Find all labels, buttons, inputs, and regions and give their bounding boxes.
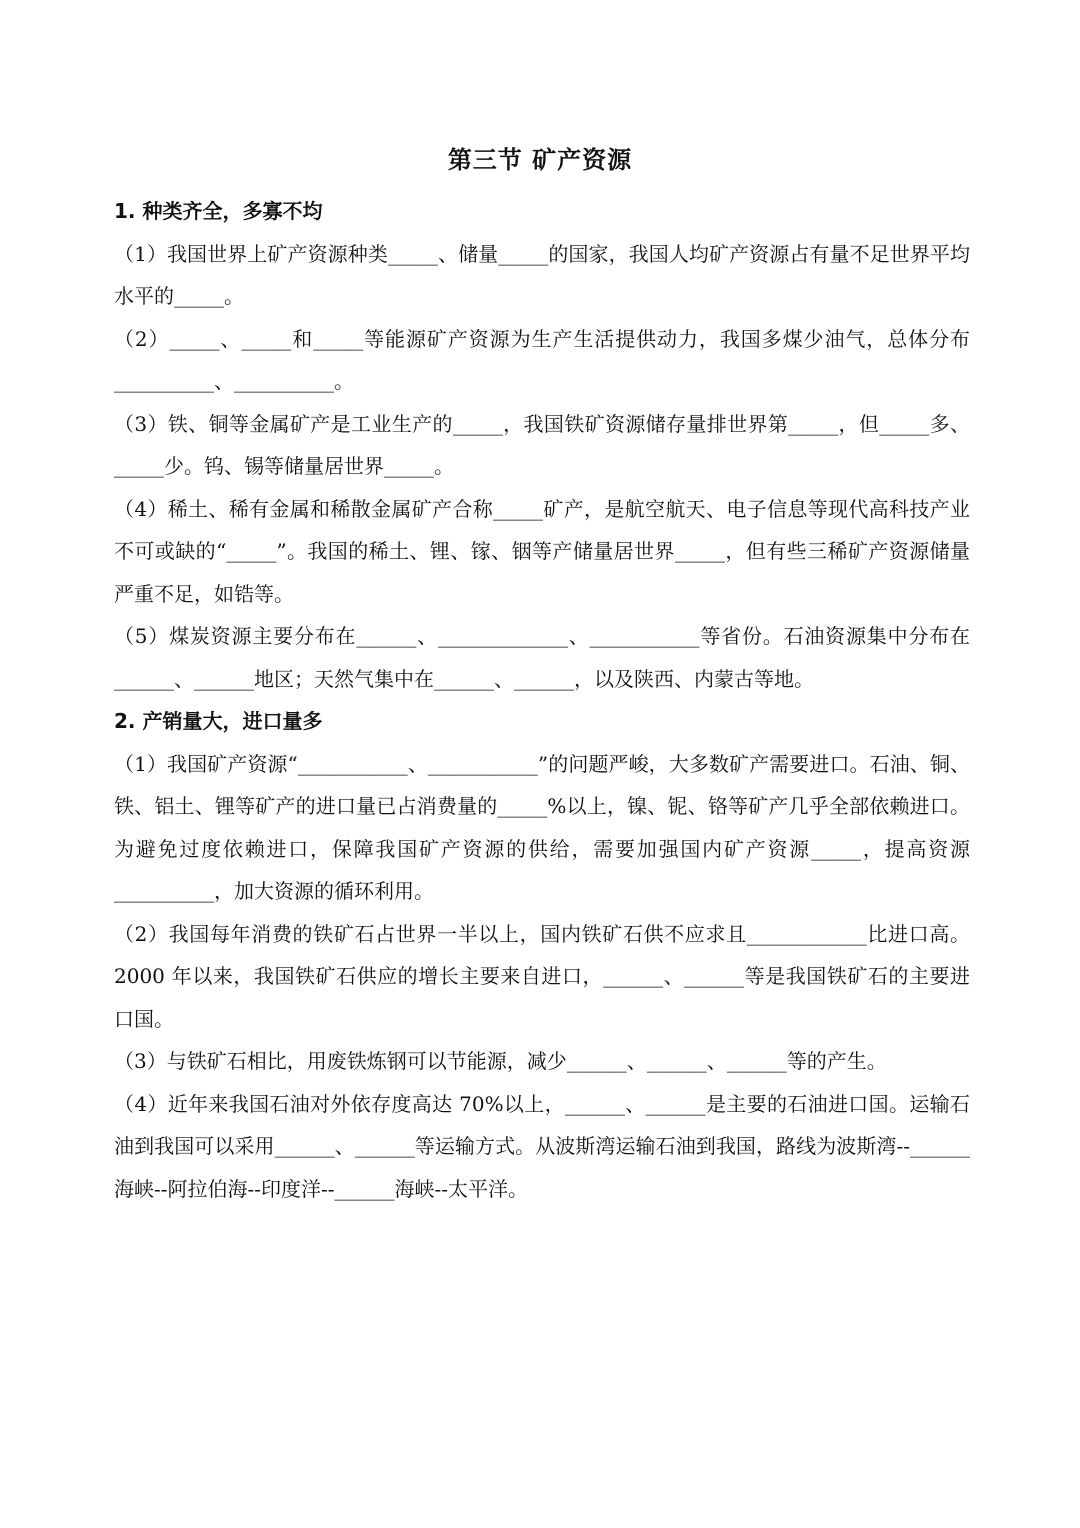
question-paragraph: （3）与铁矿石相比，用废铁炼钢可以节能源，减少______、______、______等的产生。 <box>114 1049 887 1073</box>
worksheet-content <box>114 190 970 1210</box>
question-paragraph: （1）我国世界上矿产资源种类_____、储量_____的国家，我国人均矿产资源占有量不足世界平均水平的_____。 <box>114 241 970 308</box>
question-paragraph: （4）稀土、稀有金属和稀散金属矿产合称_____矿产，是航空航天、电子信息等现代高科技产业不可或缺的“_____”。我国的稀土、锂、镓、铟等产储量居世界_____，但有些三稀矿产资源储量严重不足，如锆等。 <box>114 496 970 606</box>
section-1 <box>114 190 970 700</box>
section-heading: 2. 产销量大，进口量多 <box>114 709 323 733</box>
question-paragraph: （2）_____、_____和_____等能源矿产资源为生产生活提供动力，我国多煤少油气，总体分布__________、__________。 <box>114 326 970 393</box>
question-paragraph: （5）煤炭资源主要分布在______、_____________、___________等省份。石油资源集中分布在______、______地区；天然气集中在______、______，以及陕西、内蒙古等地。 <box>114 624 970 691</box>
question-paragraph: （4）近年来我国石油对外依存度高达 70%以上，______、______是主要的石油进口国。运输石油到我国可以采用______、______等运输方式。从波斯湾运输石油到我国，路线为波斯湾--______海峡--阿拉伯海--印度洋--______海峡--太平洋。 <box>114 1091 970 1201</box>
question-paragraph: （1）我国矿产资源“___________、___________”的问题严峻，大多数矿产需要进口。石油、铜、铁、铝土、锂等矿产的进口量已占消费量的_____%以上，镍、铌、铬等矿产几乎全部依赖进口。为避免过度依赖进口，保障我国矿产资源的供给，需要加强国内矿产资源_____，提高资源__________，加大资源的循环利用。 <box>114 751 970 903</box>
question-paragraph: （2）我国每年消费的铁矿石占世界一半以上，国内铁矿石供不应求且____________比进口高。2000 年以来，我国铁矿石供应的增长主要来自进口，______、______等是我国铁矿石的主要进口国。 <box>114 921 970 1031</box>
section-heading: 1. 种类齐全，多寡不均 <box>114 199 323 223</box>
section-2 <box>114 700 970 1210</box>
question-paragraph: （3）铁、铜等金属矿产是工业生产的_____，我国铁矿资源储存量排世界第_____，但_____多、_____少。钨、锡等储量居世界_____。 <box>114 411 970 478</box>
page-title: 第三节 矿产资源 <box>447 146 633 174</box>
